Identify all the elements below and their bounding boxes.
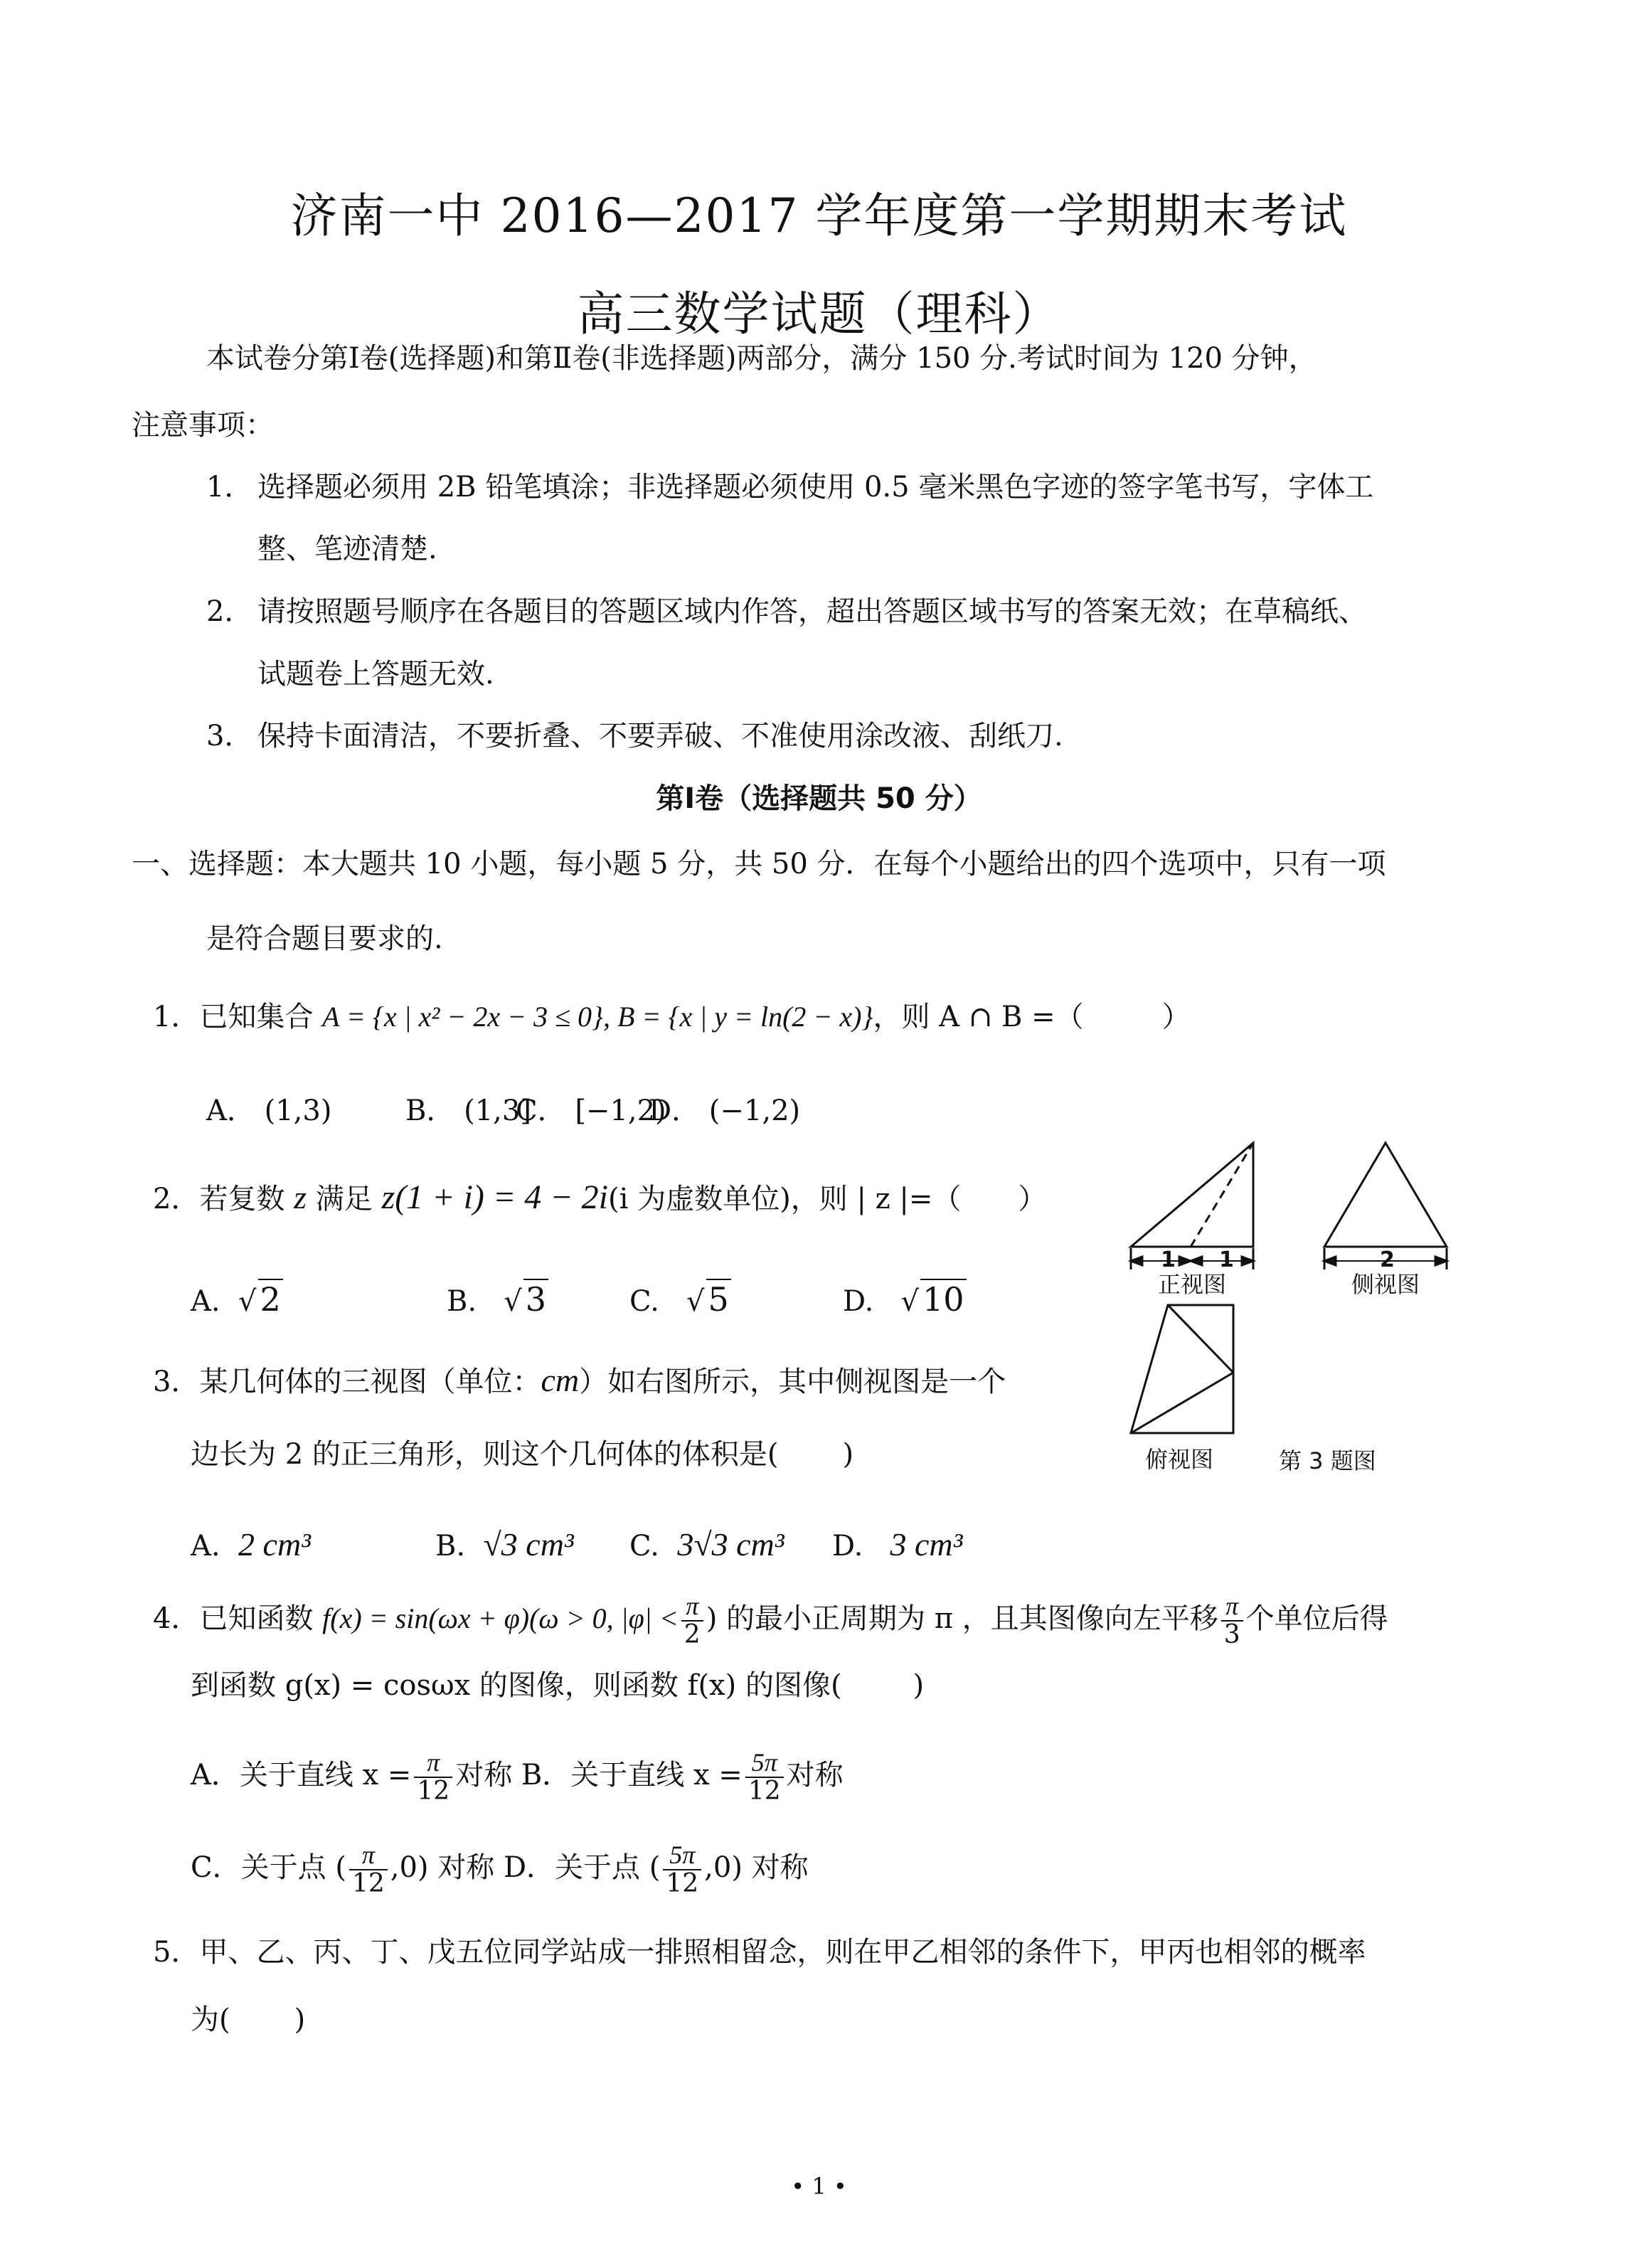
q3-option-b: B. √3 cm³ [435, 1526, 574, 1562]
q4-function: f(x) = sin(ωx + φ)(ω > 0, |φ| < [322, 1602, 679, 1634]
q3-option-d: D. 3 cm³ [832, 1526, 963, 1562]
exam-subtitle: 高三数学试题（理科） [577, 287, 1061, 341]
q3-option-c: C. 3√3 cm³ [629, 1526, 785, 1562]
side-dim-2: 2 [1380, 1247, 1395, 1272]
q1-option-d: D． (−1,2) [649, 1095, 801, 1127]
q2-equation: z(1 + i) = 4 − 2i [381, 1178, 609, 1216]
q1-suffix: ，则 A ∩ B =（ [873, 1001, 1084, 1033]
q4-fraction-pi-2: $\frac{\pi}{2}$ [681, 1593, 703, 1649]
q4-fraction-pi-3: $\frac{\pi}{3}$ [1221, 1593, 1243, 1649]
q5-close: ) [294, 2003, 306, 2036]
q4-close: ) [913, 1669, 925, 1702]
front-view-label: 正视图 [1158, 1271, 1227, 1298]
q3-line2: 边长为 2 的正三角形，则这个几何体的体积是( [191, 1438, 779, 1471]
q4-options-cd: C．关于点 ( $\frac{\pi}{12}$ ,0) 对称 D．关于点 ( $\frac{5\pi}{12}$ ,0) 对称 [191, 1841, 809, 1898]
q1-option-a: A． (1,3) [206, 1095, 332, 1127]
q1-option-b: B． (1,3] [405, 1095, 531, 1127]
q2-paren: (i 为虚数单位)，则 | z |=（ [608, 1183, 962, 1215]
question-3-stem [153, 1364, 1006, 1397]
q2-mid: 满足 [307, 1183, 382, 1215]
q1-close: ） [1161, 1001, 1191, 1033]
note-2-num: 2． [206, 595, 253, 628]
note-2-line1: 请按照题号顺序在各题目的答题区域内作答，超出答题区域书写的答案无效；在草稿纸、 [257, 595, 1367, 628]
top-view-drawing [1131, 1305, 1233, 1433]
q5-line2: 为( [191, 2003, 230, 2036]
q3-option-a: A. 2 cm³ [191, 1526, 311, 1562]
question-2-stem [153, 1178, 1047, 1216]
question-5-stem: 5．甲、乙、丙、丁、戊五位同学站成一排照相留念，则在甲乙相邻的条件下，甲丙也相邻的概率 [153, 1936, 1366, 1969]
question-3-stem-cont [191, 1440, 853, 1469]
three-view-figure [1117, 1134, 1501, 1518]
front-dim-1a: 1 [1161, 1247, 1176, 1272]
section-heading: 第Ⅰ卷（选择题共 50 分） [656, 782, 982, 815]
q2-z: z [294, 1179, 307, 1215]
notice-label: 注意事项： [132, 409, 274, 442]
q4-mid: ) 的最小正周期为 π ，且其图像向左平移 [706, 1602, 1218, 1635]
section-instructions-cont: 是符合题目要求的. [206, 922, 443, 955]
question-5-stem-cont [191, 2003, 306, 2036]
question-1-stem [153, 1003, 1191, 1031]
q1-option-c: C． [−1,2) [516, 1095, 666, 1127]
page-number: • 1 • [791, 2173, 847, 2200]
q4-suffix: 个单位后得 [1245, 1602, 1388, 1635]
note-2-line2: 试题卷上答题无效. [257, 658, 494, 691]
q1-sets: A = {x | x² − 2x − 3 ≤ 0}, B = {x | y = ln(2 − x)} [322, 1001, 873, 1033]
q3-close: ) [842, 1438, 854, 1471]
question-4-stem [153, 1593, 1388, 1649]
q2-close: ） [1018, 1183, 1047, 1215]
side-view-label: 侧视图 [1351, 1271, 1420, 1298]
front-dim-1b: 1 [1219, 1247, 1234, 1272]
note-1-line2: 整、笔迹清楚. [257, 533, 437, 565]
q1-prefix: 1．已知集合 [153, 1001, 323, 1033]
q2-option-b: B. √ 3 [447, 1280, 548, 1319]
note-1-num: 1． [206, 471, 253, 504]
q2-option-d: D. √ 10 [843, 1280, 967, 1319]
q2-prefix: 2．若复数 [153, 1183, 294, 1215]
section-instructions: 一、选择题：本大题共 10 小题，每小题 5 分，共 50 分．在每个小题给出的四个选项中，只有一项 [132, 848, 1386, 880]
q4-line2: 到函数 g(x) = cosωx 的图像，则函数 f(x) 的图像( [191, 1669, 842, 1702]
q2-option-a: A. √ 2 [191, 1280, 283, 1319]
q3-prefix: 3．某几何体的三视图（单位： [153, 1365, 541, 1398]
note-3-line1: 保持卡面清洁，不要折叠、不要弄破、不准使用涂改液、刮纸刀. [257, 720, 1063, 752]
q3-unit: cm [541, 1362, 580, 1398]
figure-caption: 第 3 题图 [1279, 1447, 1376, 1474]
q4-prefix: 4．已知函数 [153, 1602, 323, 1635]
note-1-line1: 选择题必须用 2B 铅笔填涂；非选择题必须使用 0.5 毫米黑色字迹的签字笔书写，字体工 [257, 471, 1374, 504]
note-3-num: 3． [206, 720, 253, 752]
top-view-label: 俯视图 [1145, 1446, 1214, 1473]
intro-text: 本试卷分第Ⅰ卷(选择题)和第Ⅱ卷(非选择题)两部分，满分 150 分.考试时间为 120 分钟， [206, 342, 1317, 375]
q4-options-ab: A．关于直线 x = $\frac{\pi}{12}$ 对称 B．关于直线 x = $\frac{5\pi}{12}$ 对称 [191, 1748, 844, 1806]
front-view-drawing [1131, 1143, 1253, 1269]
q3-suffix: ）如右图所示，其中侧视图是一个 [579, 1365, 1006, 1398]
q2-option-c: C. √ 5 [629, 1280, 731, 1319]
question-4-stem-cont [191, 1671, 924, 1700]
exam-title: 济南一中 2016—2017 学年度第一学期期末考试 [290, 188, 1348, 243]
